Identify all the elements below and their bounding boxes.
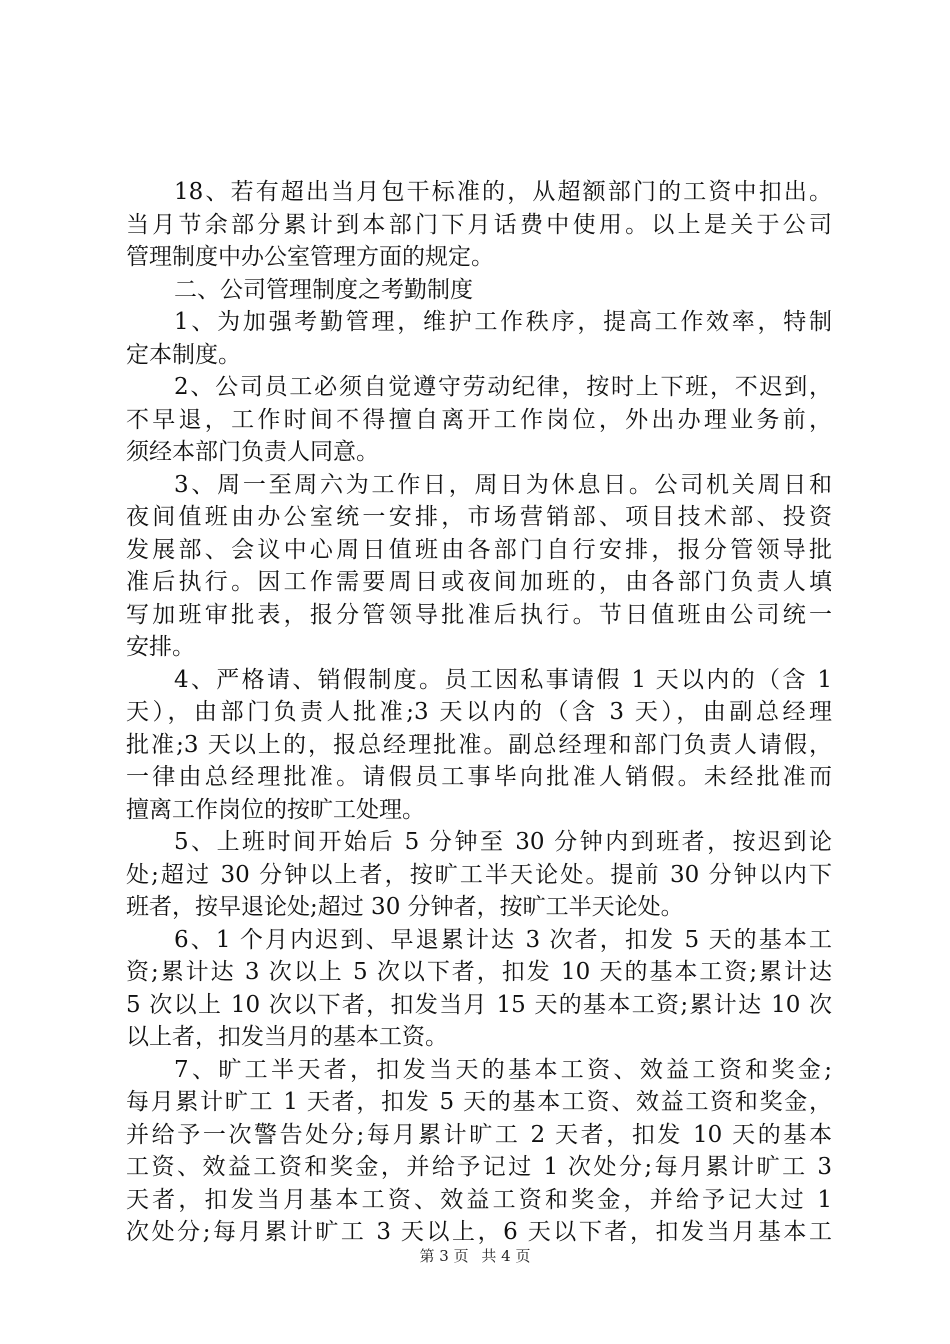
text-line: 当月节余部分累计到本部门下月话费中使用。以上是关于公司 — [126, 211, 832, 238]
text-line: 管理制度中办公室管理方面的规定。 — [126, 244, 494, 270]
text-line: 4、严格请、销假制度。员工因私事请假 1 天以内的（含 1 — [174, 666, 832, 693]
text-line: 天者，扣发当月基本工资、效益工资和奖金，并给予记大过 1 — [126, 1186, 832, 1213]
text-line: 5、上班时间开始后 5 分钟至 30 分钟内到班者，按迟到论 — [174, 829, 832, 855]
text-line: 天），由部门负责人批准;3 天以内的（含 3 天），由副总经理 — [126, 699, 832, 725]
page-footer — [0, 1246, 950, 1266]
text-line: 以上者，扣发当月的基本工资。 — [126, 1024, 448, 1050]
text-line: 3、周一至周六为工作日，周日为休息日。公司机关周日和 — [174, 471, 832, 498]
text-line: 18、若有超出当月包干标准的，从超额部门的工资中扣出。 — [174, 179, 832, 205]
text-line: 5 次以上 10 次以下者，扣发当月 15 天的基本工资;累计达 10 次 — [126, 991, 832, 1018]
text-line: 安排。 — [126, 634, 195, 660]
text-line: 次处分;每月累计旷工 3 天以上，6 天以下者，扣发当月基本工 — [126, 1219, 832, 1245]
text-line: 每月累计旷工 1 天者，扣发 5 天的基本工资、效益工资和奖金， — [126, 1089, 832, 1115]
text-line: 发展部、会议中心周日值班由各部门自行安排，报分管领导批 — [126, 536, 832, 563]
text-line: 2、公司员工必须自觉遵守劳动纪律，按时上下班，不迟到， — [174, 374, 832, 400]
text-line: 一律由总经理批准。请假员工事毕向批准人销假。未经批准而 — [126, 764, 832, 790]
text-line: 夜间值班由办公室统一安排，市场营销部、项目技术部、投资 — [126, 504, 832, 530]
text-line: 1、为加强考勤管理，维护工作秩序，提高工作效率，特制 — [174, 309, 832, 335]
text-line: 定本制度。 — [126, 341, 241, 368]
text-line: 工资、效益工资和奖金，并给予记过 1 次处分;每月累计旷工 3 — [126, 1154, 832, 1180]
document-body — [126, 176, 832, 1249]
text-line: 须经本部门负责人同意。 — [126, 439, 379, 465]
text-line: 并给予一次警告处分;每月累计旷工 2 天者，扣发 10 天的基本 — [126, 1121, 832, 1148]
text-line: 6、1 个月内迟到、早退累计达 3 次者，扣发 5 天的基本工 — [174, 926, 832, 953]
text-line: 班者，按早退论处;超过 30 分钟者，按旷工半天论处。 — [126, 894, 684, 920]
text-line: 资;累计达 3 次以上 5 次以下者，扣发 10 天的基本工资;累计达 — [126, 959, 832, 985]
text-line: 7、旷工半天者，扣发当天的基本工资、效益工资和奖金; — [174, 1056, 832, 1083]
text-line: 不早退，工作时间不得擅自离开工作岗位，外出办理业务前， — [126, 406, 832, 433]
page-total: 共 4 页 — [481, 1247, 531, 1265]
page-number: 第 3 页 — [419, 1247, 469, 1265]
text-line: 处;超过 30 分钟以上者，按旷工半天论处。提前 30 分钟以内下 — [126, 861, 832, 888]
text-line: 准后执行。因工作需要周日或夜间加班的，由各部门负责人填 — [126, 569, 832, 595]
text-line: 写加班审批表，报分管领导批准后执行。节日值班由公司统一 — [126, 601, 832, 628]
text-line: 二、公司管理制度之考勤制度 — [174, 276, 473, 303]
text-line: 批准;3 天以上的，报总经理批准。副总经理和部门负责人请假， — [126, 731, 832, 758]
text-line: 擅离工作岗位的按旷工处理。 — [126, 796, 425, 823]
